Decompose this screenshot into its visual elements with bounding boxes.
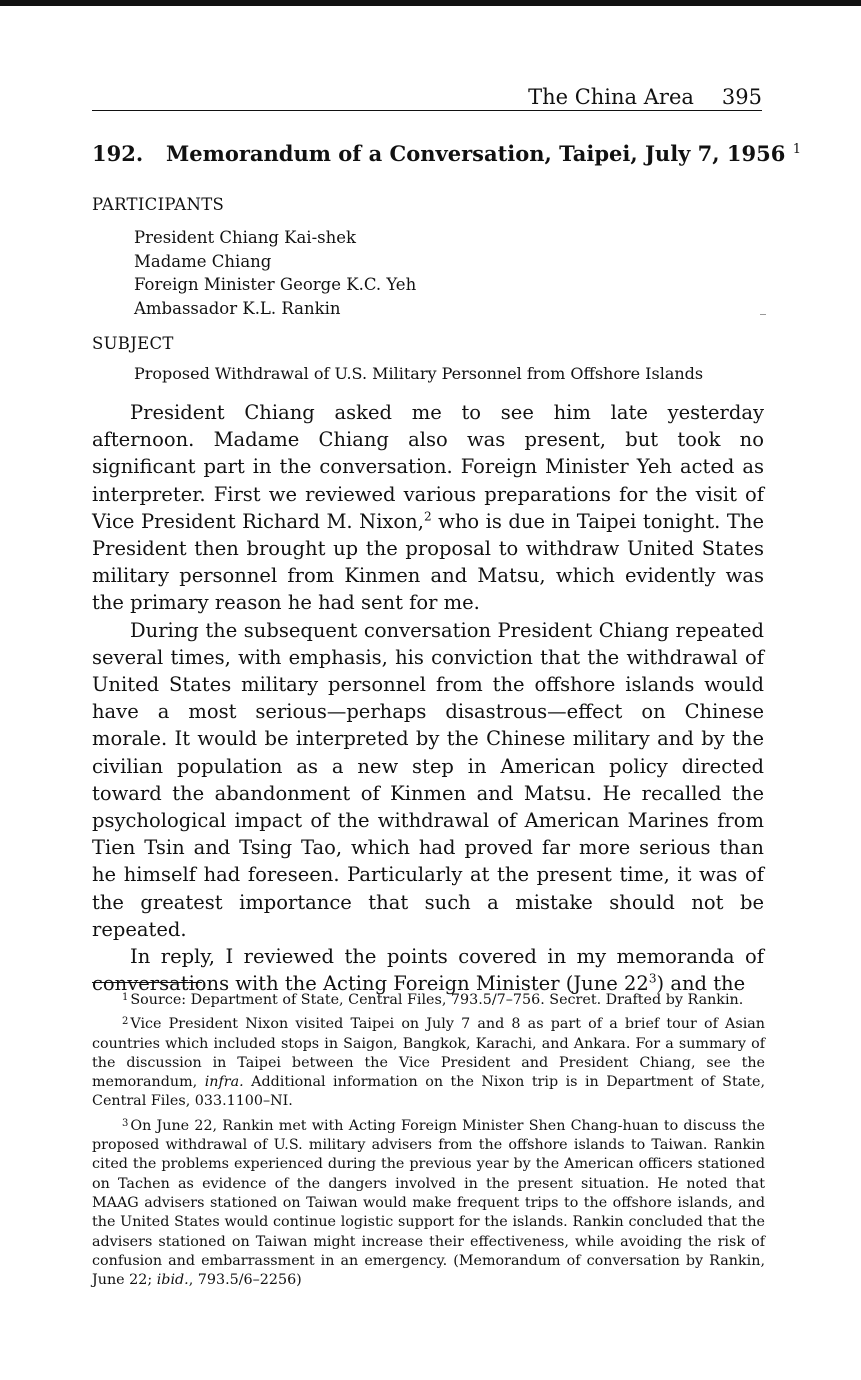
scan-mark xyxy=(760,314,766,315)
footnote-ref: 2 xyxy=(423,509,432,524)
body-text-run: In reply, I reviewed the points covered in my memoranda of conversations with the Acting Foreign Minister (June 22 xyxy=(92,945,764,996)
subject-text: Proposed Withdrawal of U.S. Military Personnel from Offshore Islands xyxy=(134,364,704,383)
subject-label: SUBJECT xyxy=(92,334,174,353)
participants-list xyxy=(134,226,416,320)
memorandum-body xyxy=(92,399,764,997)
participant: Ambassador K.L. Rankin xyxy=(134,298,341,318)
title-footnote-ref: 1 xyxy=(792,142,801,157)
page-number: 395 xyxy=(721,85,762,109)
footnote-2 xyxy=(92,1012,765,1111)
footnote-3 xyxy=(92,1114,765,1291)
running-head xyxy=(92,84,762,111)
footnote-text: Additional information on the Nixon trip is in Department of State, Central Files, 033.1100–NI. xyxy=(92,1074,765,1110)
footnote-italic: infra. xyxy=(204,1074,244,1091)
body-text-run: ) and the xyxy=(656,972,746,996)
document-title: Memorandum of a Conversation, Taipei, July 7, 1956 xyxy=(166,141,786,166)
participants-label: PARTICIPANTS xyxy=(92,195,225,214)
participant: Madame Chiang xyxy=(134,251,272,271)
footnote-text: On June 22, Rankin met with Acting Foreign Minister Shen Chang-huan to discuss the proposed withdrawal of U.S. military advisers from the offshore islands to Taiwan. Rankin cited the problems experienced during the previous year by the American officers stationed on Tachen as evidence of the dangers involved in the present situation. He noted that MAAG advisers stationed on Taiwan would make frequent trips to the offshore islands, and the United States would continue logistic support for the islands. Rankin concluded that the advisers stationed on Taiwan might increase their effectiveness, while avoiding the risk of confusion and embarrassment in an emergency. (Memorandum of conversation by Rankin, June 22; xyxy=(92,1117,765,1289)
footnote-rule xyxy=(92,982,202,983)
footnote-italic: ibid. xyxy=(156,1272,189,1289)
participant: President Chiang Kai-shek xyxy=(134,228,357,247)
footnote-mark: 3 xyxy=(122,1117,129,1129)
footnote-ref: 3 xyxy=(648,971,657,986)
document-heading xyxy=(92,140,801,168)
participant: Foreign Minister George K.C. Yeh xyxy=(134,275,417,294)
document-number: 192. xyxy=(92,141,144,166)
running-title: The China Area xyxy=(528,85,694,109)
body-paragraph: During the subsequent conversation President Chiang repeated several times, with emphasis, his conviction that the withdrawal of United States military personnel from the offshore islands would have a most serious—perhaps disastrous—effect on Chinese morale. It would be interpreted by the Chinese military and by the civilian population as a new step in American policy directed toward the abandonment of Kinmen and Matsu. He recalled the psychological impact of the withdrawal of American Marines from Tien Tsin and Tsing Tao, which had proved far more serious than he himself had foreseen. Particularly at the present time, it was of the greatest importance that such a mistake should not be repeated. xyxy=(92,618,764,941)
scan-top-edge xyxy=(0,0,861,6)
footnote-text: , 793.5/6–2256) xyxy=(188,1272,302,1289)
body-text-run: who is due in Taipei tonight. The President then brought up the proposal to withdraw United States military personnel from Kinmen and Matsu, which evidently was the primary reason he had sent for me. xyxy=(92,509,764,615)
body-text-run: President Chiang asked me to see him late yesterday afternoon. Madame Chiang also was present, but took no significant part in the conversation. Foreign Minister Yeh acted as interpreter. First we reviewed various preparations for the visit of Vice President Richard M. Nixon, xyxy=(92,401,764,533)
footnote-text: Source: Department of State, Central Files, 793.5/7–756. Secret. Drafted by Rankin. xyxy=(130,992,744,1008)
body-paragraph xyxy=(92,399,764,617)
footnotes xyxy=(92,988,765,1292)
footnote-1 xyxy=(92,988,765,1010)
footnote-mark: 2 xyxy=(122,1016,129,1028)
footnote-mark: 1 xyxy=(122,992,129,1003)
footnote-text: Vice President Nixon visited Taipei on July 7 and 8 as part of a brief tour of Asian countries which included stops in Saigon, Bangkok, Karachi, and Ankara. For a summary of the discussion in Taipei between the Vice President and President Chiang, see the memorandum, xyxy=(92,1016,765,1091)
